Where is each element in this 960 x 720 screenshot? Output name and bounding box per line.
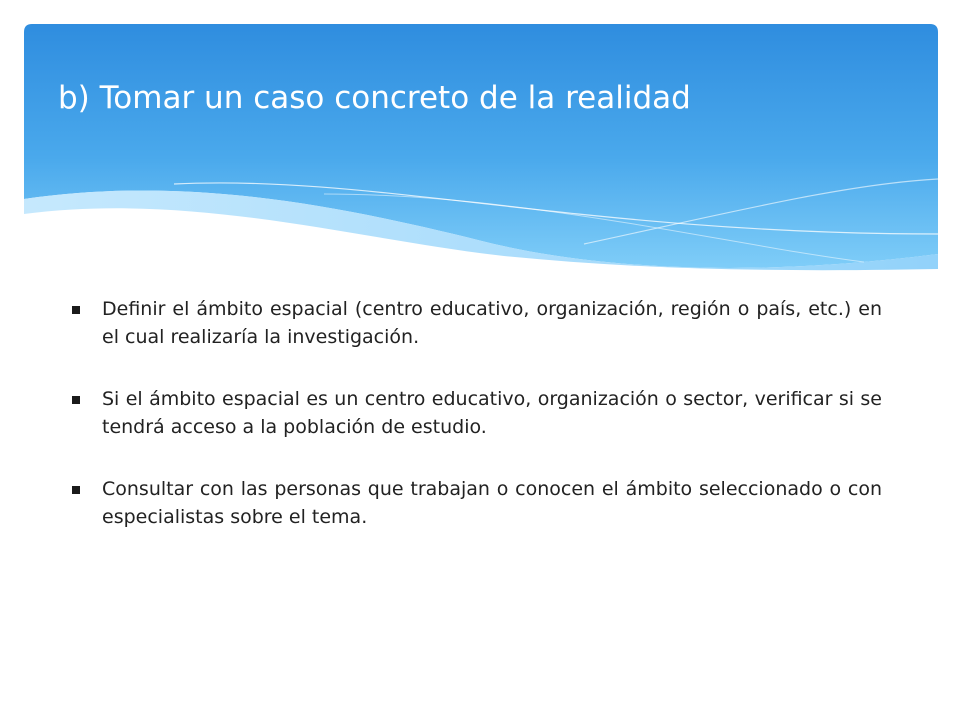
list-item (70, 386, 882, 441)
list-item (70, 296, 882, 351)
list-item-text: Consultar con las personas que trabajan o conocen el ámbito seleccionado o con especialistas sobre el tema. (102, 478, 882, 528)
bullet-list (70, 296, 882, 566)
square-bullet-icon (72, 306, 80, 314)
square-bullet-icon (72, 396, 80, 404)
header-wave-graphic (24, 24, 938, 274)
list-item-text: Si el ámbito espacial es un centro educativo, organización o sector, verificar si se tendrá acceso a la población de estudio. (102, 388, 882, 438)
list-item (70, 476, 882, 531)
square-bullet-icon (72, 486, 80, 494)
slide-title: b) Tomar un caso concreto de la realidad (58, 80, 691, 116)
header-band (24, 24, 938, 274)
list-item-text: Definir el ámbito espacial (centro educativo, organización, región o país, etc.) en el cual realizaría la investigación. (102, 298, 882, 348)
